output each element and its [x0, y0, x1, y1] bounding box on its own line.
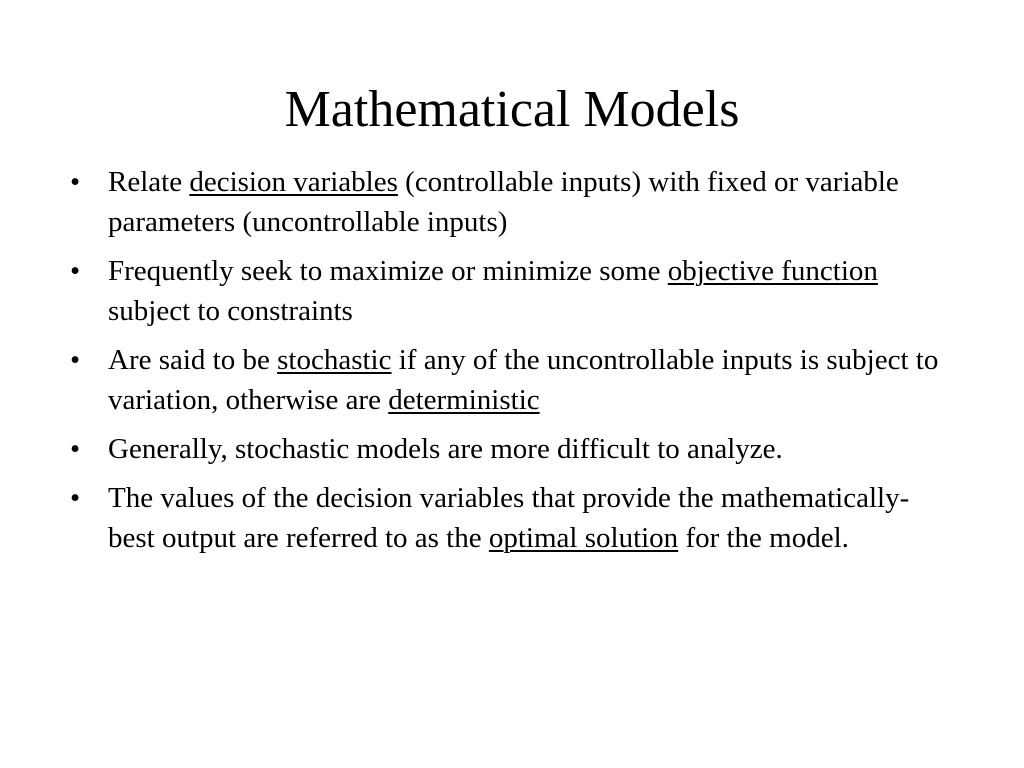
bullet-list: [70, 162, 950, 567]
bullet-text: for the model.: [678, 522, 849, 554]
bullet-dot-icon: •: [70, 344, 81, 376]
bullet-item-optimal-solution: [70, 478, 950, 558]
bullet-dot-icon: •: [70, 482, 81, 514]
bullet-dot-icon: •: [70, 166, 81, 198]
bullet-item-decision-variables: [70, 162, 950, 242]
bullet-text: Frequently seek to maximize or minimize some: [108, 255, 668, 287]
bullet-text: subject to constraints: [108, 295, 353, 327]
bullet-text: The values of the decision variables that provide the mathematically-best output are referred to as the: [108, 482, 910, 554]
bullet-text: (controllable inputs) with fixed or variable parameters (uncontrollable inputs): [108, 166, 899, 238]
underlined-term: stochastic: [277, 344, 392, 376]
underlined-term: decision variables: [189, 166, 398, 198]
bullet-text: if any of the uncontrollable inputs is subject to variation, otherwise are: [108, 344, 939, 416]
bullet-dot-icon: •: [70, 255, 81, 287]
bullet-text: Generally, stochastic models are more difficult to analyze.: [108, 433, 783, 465]
bullet-text: Relate: [108, 166, 190, 198]
bullet-item-stochastic: [70, 340, 950, 420]
bullet-item-objective-function: [70, 251, 950, 331]
underlined-term: optimal solution: [488, 522, 679, 554]
underlined-term: objective function: [667, 255, 878, 287]
underlined-term: deterministic: [388, 384, 540, 416]
bullet-text: Are said to be: [108, 344, 278, 376]
slide-title: Mathematical Models: [284, 81, 740, 138]
bullet-item-difficulty: [70, 429, 950, 469]
bullet-dot-icon: •: [70, 433, 81, 465]
